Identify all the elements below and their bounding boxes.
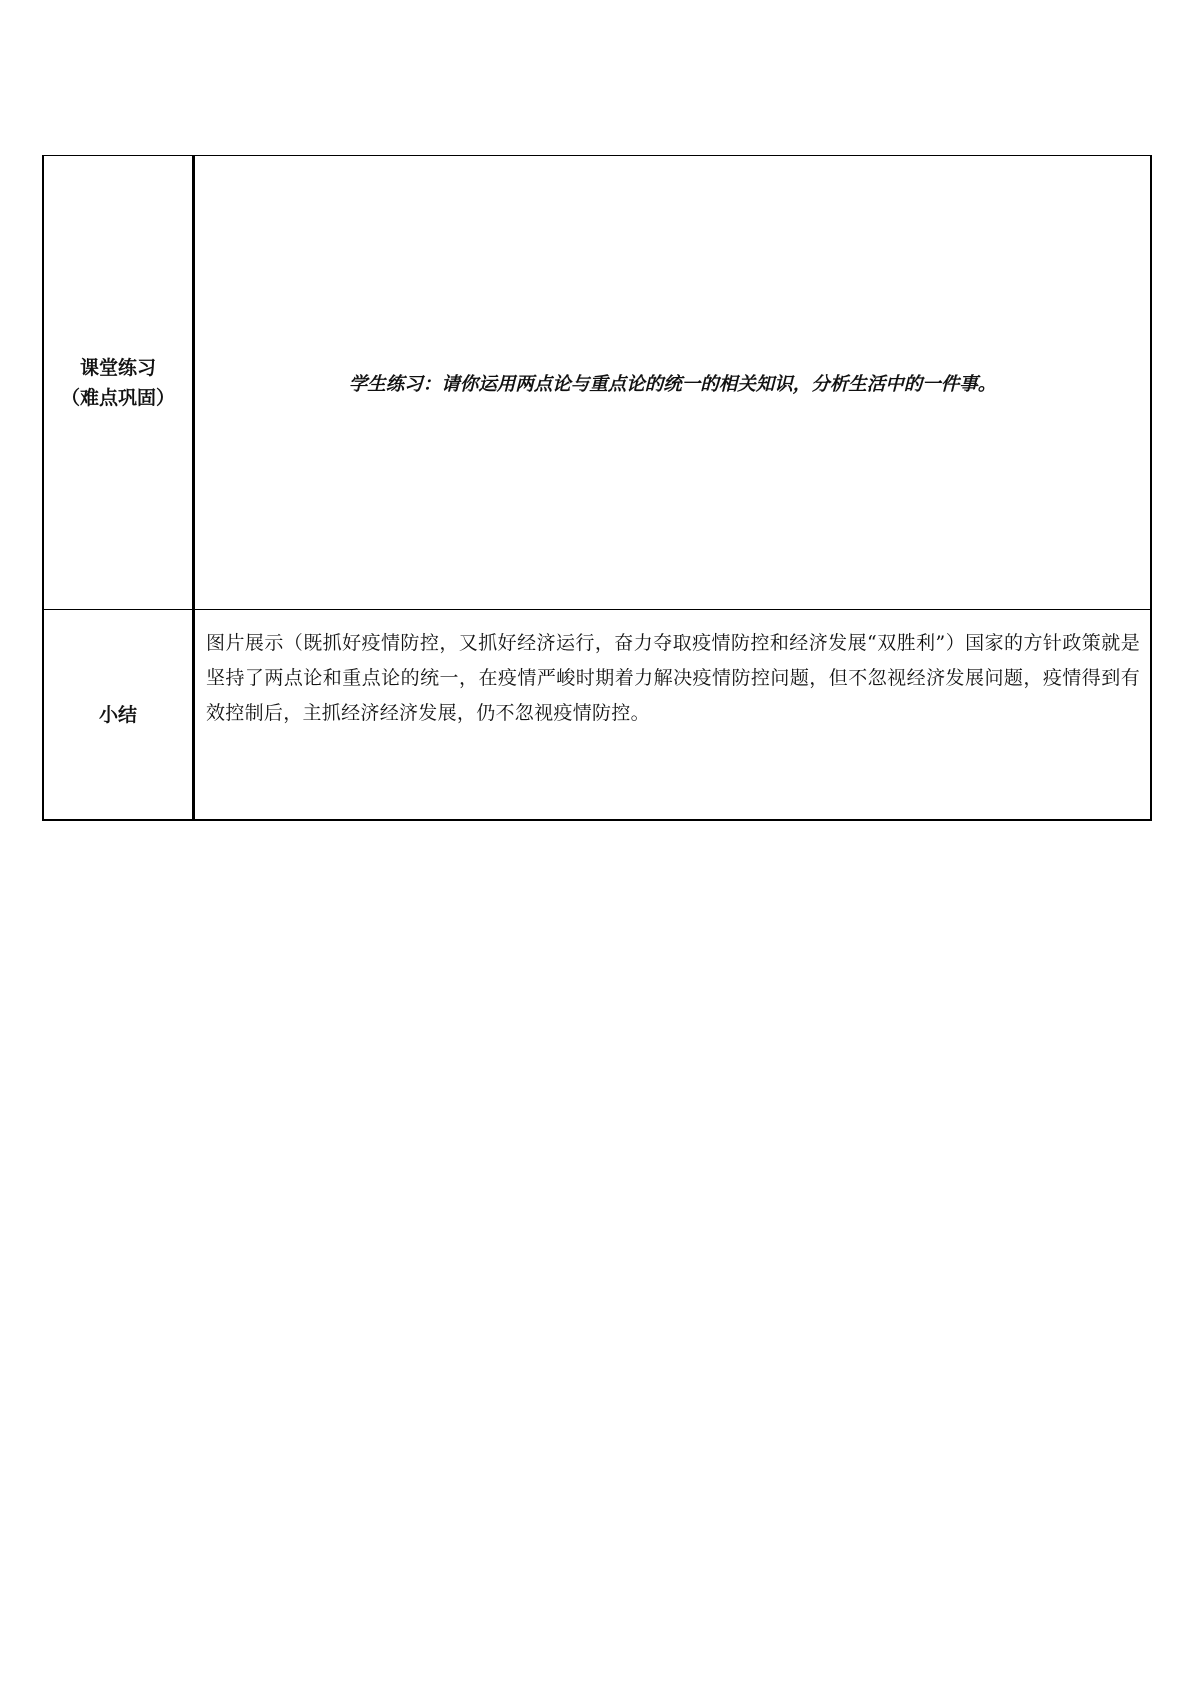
table-row-practice	[43, 156, 1151, 610]
practice-label-line2: （难点巩固）	[60, 386, 175, 409]
row-label-practice	[43, 156, 194, 610]
summary-content: 图片展示（既抓好疫情防控，又抓好经济运行，奋力夺取疫情防控和经济发展“双胜利”）国家的方针政策就是坚持了两点论和重点论的统一，在疫情严峻时期着力解决疫情防控问题，但不忽视经济发展问题，疫情得到有效控制后，主抓经济经济发展，仍不忽视疫情防控。	[194, 610, 1152, 821]
lesson-plan-table	[42, 155, 1152, 821]
summary-label: 小结	[98, 703, 137, 726]
practice-content: 学生练习：请你运用两点论与重点论的统一的相关知识，分析生活中的一件事。	[194, 156, 1152, 610]
row-label-summary	[43, 610, 194, 821]
practice-label-line1: 课堂练习	[79, 356, 156, 379]
table-row-summary	[43, 610, 1151, 821]
